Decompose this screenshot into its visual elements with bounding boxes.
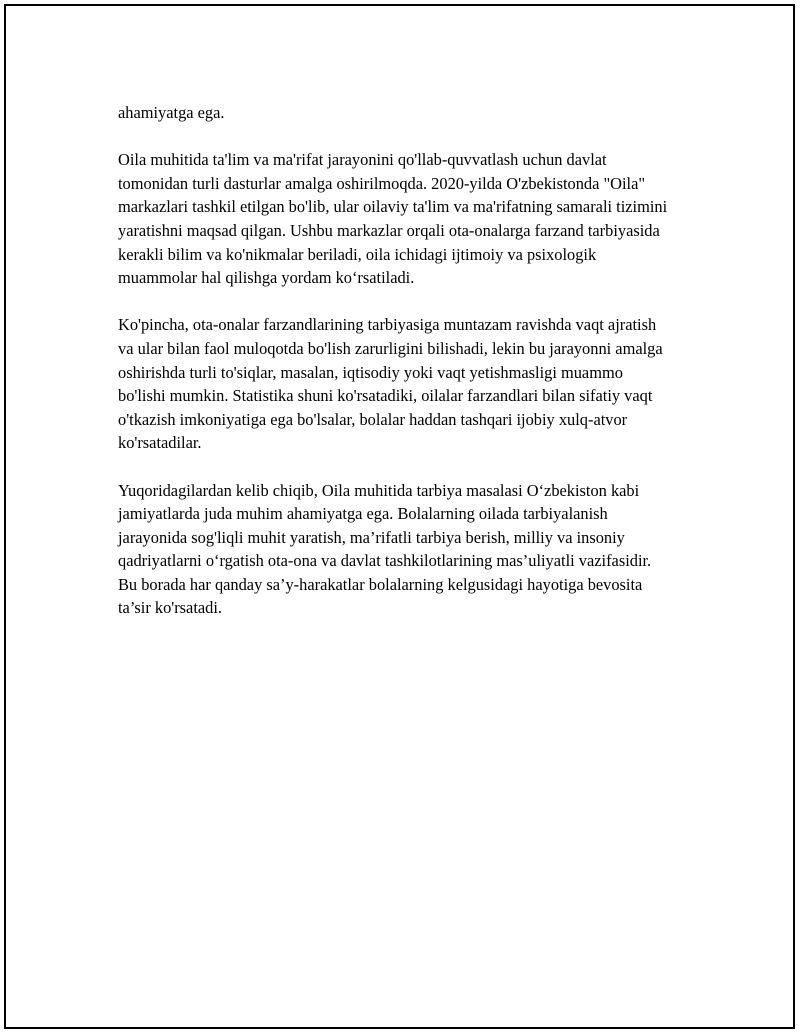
paragraph-parents-time: Ko'pincha, ota-onalar farzandlarining tarbiyasiga muntazam ravishda vaqt ajratish va ular bilan faol muloqotda bo'lish zarurligini bilishadi, lekin bu jarayonni amalga oshirishda turli to'siqlar, masalan, iqtisodiy yoki vaqt yetishmasligi muammo bo'lishi mumkin. Statistika shuni ko'rsatadiki, oilalar farzandlari bilan sifatiy vaqt o'tkazish imkoniyatiga ega bo'lsalar, bolalar haddan tashqari ijobiy xulq-atvor ko'rsatadilar. [118, 315, 663, 453]
document-page [4, 4, 795, 1029]
document-body [118, 101, 673, 644]
paragraph-state-programs: Oila muhitida ta'lim va ma'rifat jarayonini qo'llab-quvvatlash uchun davlat tomonidan turli dasturlar amalga oshirilmoqda. 2020-yilda O'zbekistonda "Oila" markazlari tashkil etilgan bo'lib, ular oilaviy ta'lim va ma'rifatning samarali tizimini yaratishni maqsad qilgan. Ushbu markazlar orqali ota-onalarga farzand tarbiyasida kerakli bilim va ko'nikmalar beriladi, oila ichidagi ijtimoiy va psixologik muammolar hal qilishga yordam ko‘rsatiladi. [118, 150, 668, 288]
paragraph-conclusion: Yuqoridagilardan kelib chiqib, Oila muhitida tarbiya masalasi O‘zbekiston kabi jamiyatlarda juda muhim ahamiyatga ega. Bolalarning oilada tarbiyalanish jarayonida sog'liqli muhit yaratish, ma’rifatli tarbiya berish, milliy va insoniy qadriyatlarni o‘rgatish ota-ona va davlat tashkilotlarining mas’uliyatli vazifasidir. Bu borada har qanday sa’y-harakatlar bolalarning kelgusidagi hayotiga bevosita ta’sir ko'rsatadi. [118, 480, 652, 618]
paragraph-continuation: ahamiyatga ega. [118, 103, 225, 122]
